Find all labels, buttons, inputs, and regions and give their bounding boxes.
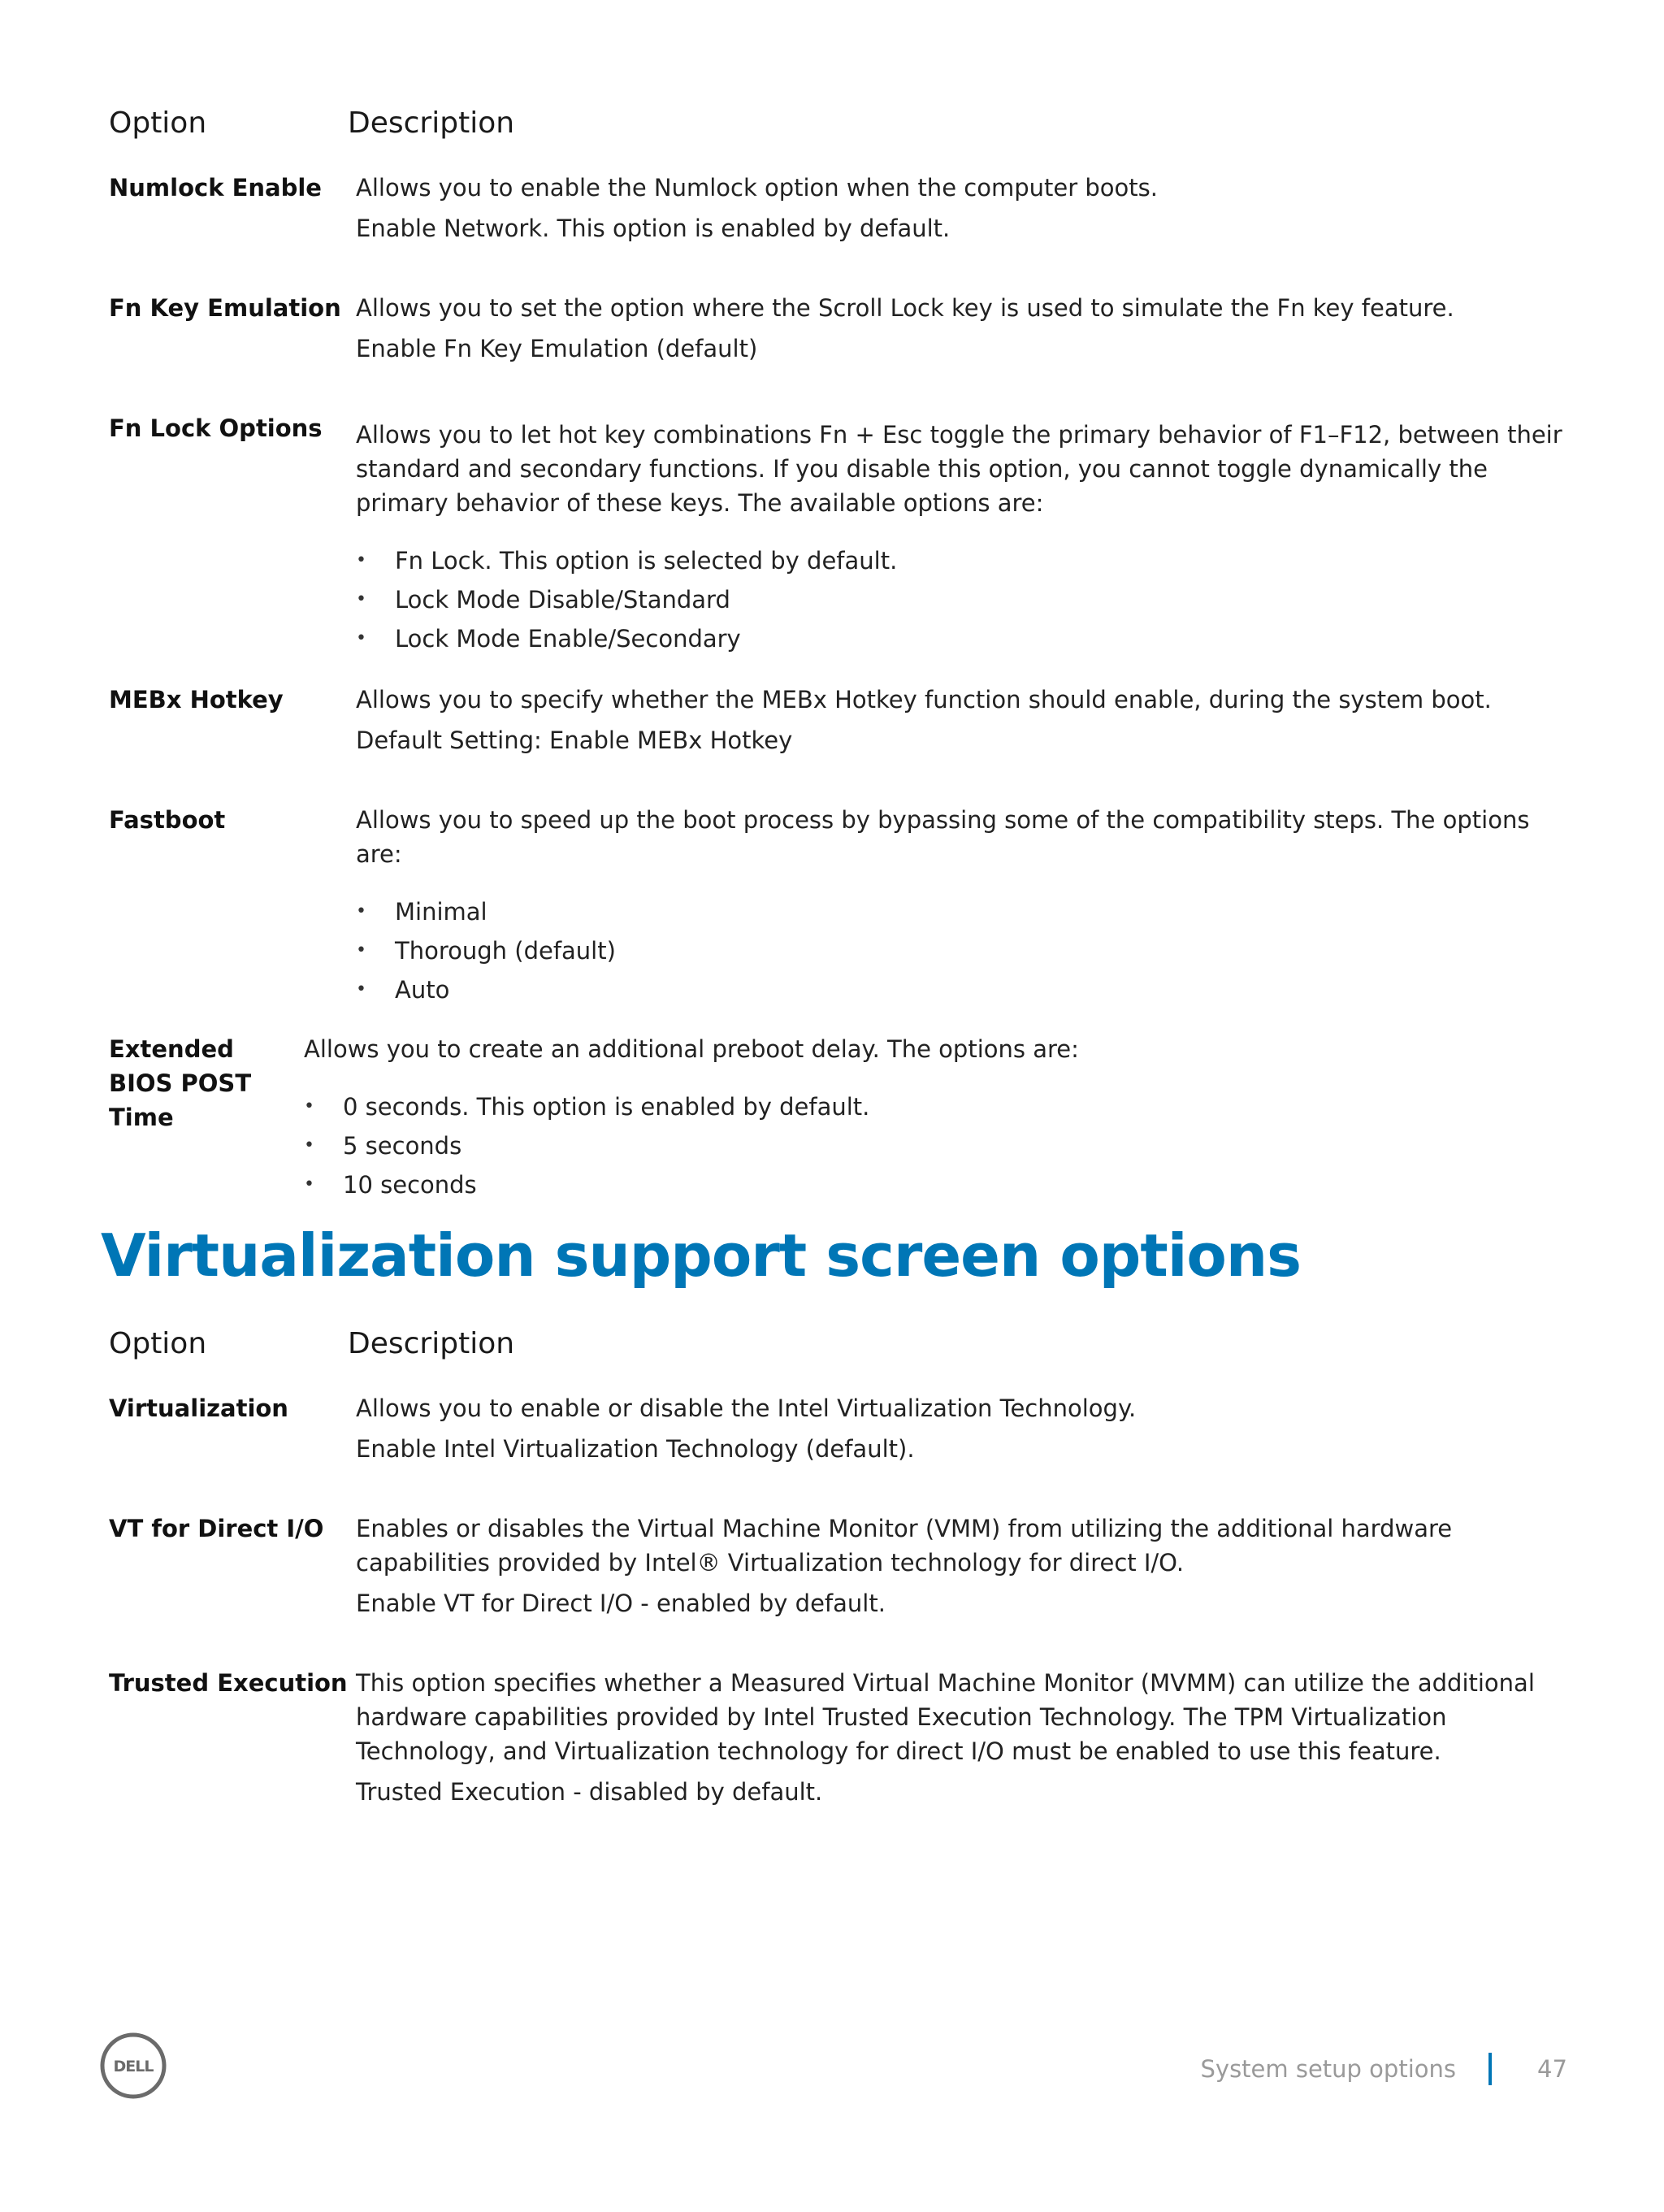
option-row — [109, 1512, 1563, 1627]
option-column-header: Option — [109, 1327, 207, 1360]
option-description — [356, 683, 1563, 764]
description-paragraph: Allows you to enable the Numlock option when the computer boots. — [356, 174, 1158, 202]
option-column-header: Option — [109, 106, 207, 140]
option-description — [356, 1391, 1563, 1472]
option-row — [109, 683, 1563, 764]
table-header — [109, 1326, 1563, 1391]
description-paragraph: Allows you to let hot key combinations Fn + Esc toggle the primary behavior of F1–F12, between their standard and secondary functions. If you disable this option, you cannot toggle dynamically the primary behavior of these keys. The available options are: — [356, 421, 1562, 517]
option-list-item — [304, 1165, 1563, 1204]
option-name: Extended BIOS POST Time — [109, 1035, 252, 1131]
description-paragraph: Enable Intel Virtualization Technology (default). — [356, 1435, 915, 1463]
option-list-item-text: 0 seconds. This option is enabled by default. — [343, 1093, 870, 1121]
option-list-item — [356, 970, 1563, 1009]
section-title: Virtualization support screen options — [101, 1221, 1302, 1290]
option-name: Virtualization — [109, 1394, 288, 1422]
bullet-icon: • — [304, 1174, 314, 1195]
option-list — [356, 541, 1563, 658]
option-list-item — [356, 892, 1563, 931]
bullet-icon: • — [356, 550, 366, 570]
option-row — [109, 1391, 1563, 1472]
option-list-item-text: Minimal — [395, 898, 488, 926]
table-header — [109, 106, 1563, 171]
description-paragraph: Enable Fn Key Emulation (default) — [356, 335, 758, 362]
option-list-item — [304, 1087, 1563, 1126]
description-paragraph: Trusted Execution - disabled by default. — [356, 1778, 823, 1806]
option-list — [356, 892, 1563, 1009]
option-list-item — [356, 580, 1563, 619]
options-table-2 — [109, 1326, 1563, 1815]
option-name: MEBx Hotkey — [109, 686, 284, 713]
option-name: Trusted Execution — [109, 1669, 348, 1697]
description-column-header: Description — [348, 106, 515, 140]
option-name: Fn Lock Options — [109, 414, 323, 442]
bullet-icon: • — [356, 628, 366, 648]
options-table-1 — [109, 106, 1563, 1204]
option-list-item-text: Lock Mode Enable/Secondary — [395, 625, 741, 653]
bullet-icon: • — [304, 1135, 314, 1156]
option-name: Fastboot — [109, 806, 226, 834]
bullet-icon: • — [356, 901, 366, 922]
option-list-item — [356, 931, 1563, 970]
footer-separator — [1488, 2053, 1492, 2085]
bullet-icon: • — [356, 979, 366, 1000]
option-list-item — [356, 541, 1563, 580]
option-list-item-text: 5 seconds — [343, 1132, 462, 1160]
dell-logo — [99, 2032, 167, 2100]
bullet-icon: • — [356, 589, 366, 609]
description-paragraph: Allows you to set the option where the Scroll Lock key is used to simulate the Fn key feature. — [356, 294, 1454, 322]
description-paragraph: This option specifies whether a Measured Virtual Machine Monitor (MVMM) can utilize the additional hardware capabilities provided by Intel Trusted Execution Technology. The TPM Virtualization Technology, and Virtualization technology for direct I/O must be enabled to use this feature. — [356, 1669, 1535, 1765]
option-row — [109, 411, 1563, 658]
page-number: 47 — [1537, 2055, 1567, 2083]
option-list-item-text: Thorough (default) — [395, 937, 616, 965]
option-list — [304, 1087, 1563, 1204]
option-description — [356, 803, 1563, 1009]
description-paragraph: Allows you to speed up the boot process by bypassing some of the compatibility steps. The options are: — [356, 806, 1530, 868]
option-description — [304, 1032, 1563, 1204]
option-description — [356, 418, 1563, 658]
option-list-item — [356, 619, 1563, 658]
description-paragraph: Enable Network. This option is enabled by default. — [356, 215, 951, 242]
option-row — [109, 803, 1563, 1009]
dell-logo-text: DELL — [113, 2058, 154, 2075]
option-description — [356, 171, 1563, 252]
description-column-header: Description — [348, 1327, 515, 1360]
option-list-item-text: Fn Lock. This option is selected by default. — [395, 547, 898, 575]
option-name: Fn Key Emulation — [109, 294, 341, 322]
option-description — [356, 1666, 1563, 1815]
option-row — [109, 1032, 1563, 1204]
option-list-item-text: Lock Mode Disable/Standard — [395, 586, 730, 614]
bullet-icon: • — [304, 1096, 314, 1117]
description-paragraph: Enable VT for Direct I/O - enabled by default. — [356, 1590, 886, 1617]
description-paragraph: Allows you to enable or disable the Intel Virtualization Technology. — [356, 1394, 1137, 1422]
option-description — [356, 291, 1563, 372]
option-description — [356, 1512, 1563, 1627]
description-paragraph: Allows you to create an additional preboot delay. The options are: — [304, 1035, 1079, 1063]
option-row — [109, 291, 1563, 372]
footer-section-label: System setup options — [1200, 2055, 1456, 2083]
description-paragraph: Enables or disables the Virtual Machine Monitor (VMM) from utilizing the additional hardware capabilities provided by Intel® Virtualization technology for direct I/O. — [356, 1515, 1453, 1577]
table-rows — [109, 1391, 1563, 1815]
option-name: VT for Direct I/O — [109, 1515, 324, 1542]
option-list-item-text: 10 seconds — [343, 1171, 477, 1199]
page-footer — [0, 2032, 1664, 2113]
option-row — [109, 171, 1563, 252]
option-name: Numlock Enable — [109, 174, 322, 202]
bullet-icon: • — [356, 940, 366, 961]
option-row — [109, 1666, 1563, 1815]
description-paragraph: Default Setting: Enable MEBx Hotkey — [356, 726, 793, 754]
option-list-item-text: Auto — [395, 976, 450, 1004]
table-rows — [109, 171, 1563, 1204]
option-list-item — [304, 1126, 1563, 1165]
description-paragraph: Allows you to specify whether the MEBx Hotkey function should enable, during the system boot. — [356, 686, 1492, 713]
